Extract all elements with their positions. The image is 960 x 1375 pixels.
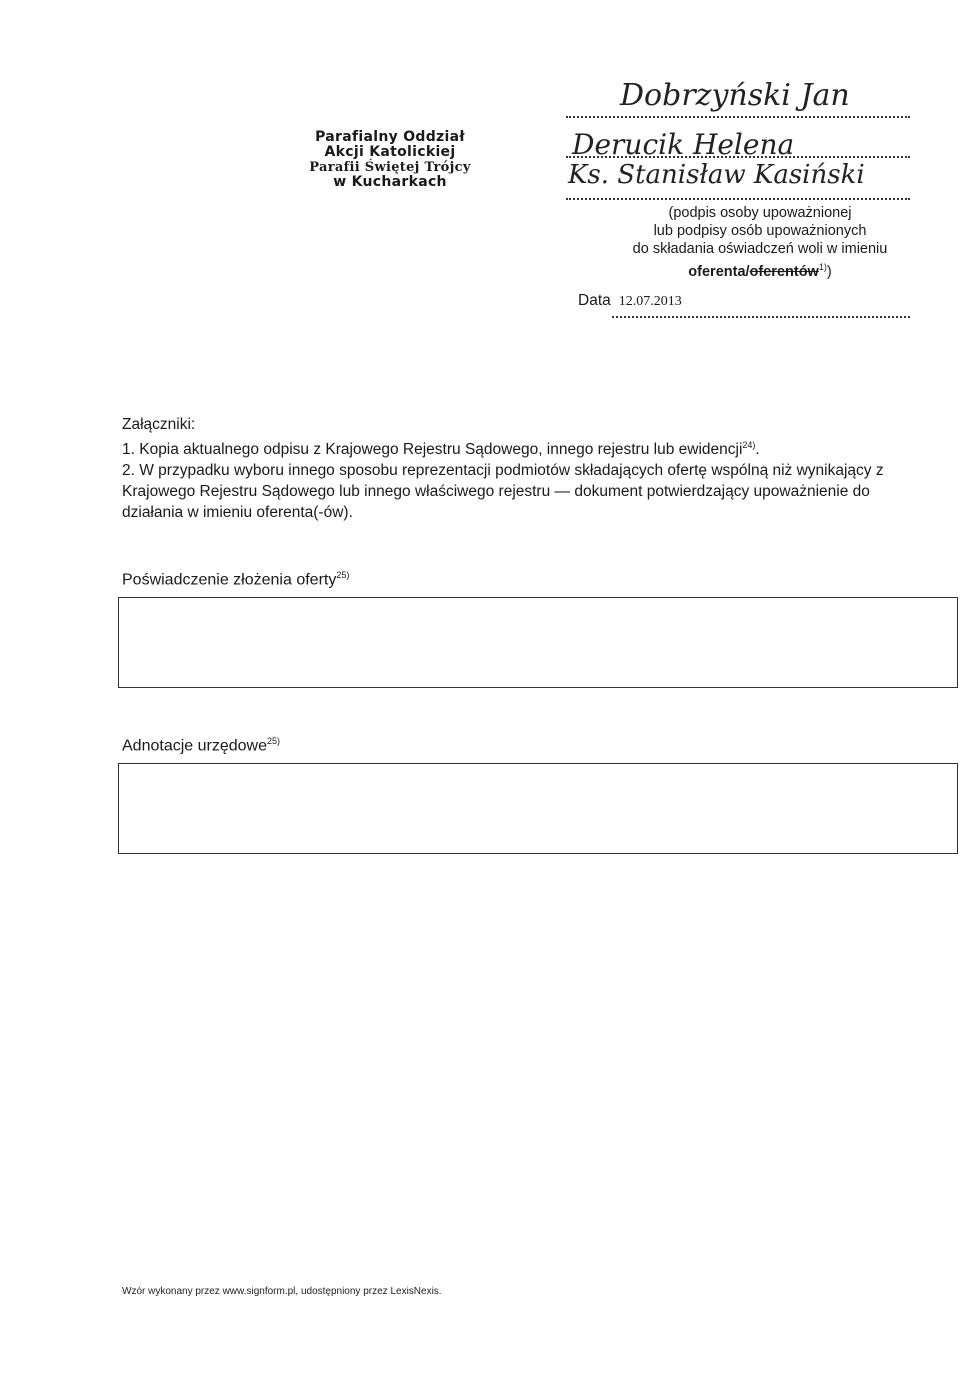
attachment-item-1 [122, 435, 932, 460]
stamp-line-4: w Kucharkach [333, 174, 447, 190]
caption-bold-oferenta: oferenta/ [688, 263, 750, 280]
stamp-line-2: Akcji Katolickiej [324, 144, 456, 160]
date-row [578, 292, 910, 310]
caption-footnote: 1) [818, 262, 827, 272]
official-annotations-footnote: 25) [266, 736, 280, 746]
submission-confirmation-footnote: 25) [336, 570, 350, 580]
footer-note: Wzór wykonany przez www.signform.pl, udostępniony przez LexisNexis. [122, 1286, 442, 1297]
date-value: 12.07.2013 [618, 294, 682, 309]
submission-confirmation-box [118, 597, 958, 688]
attachment-item-1-text: 1. Kopia aktualnego odpisu z Krajowego Rejestru Sądowego, innego rejestru lub ewidencji [122, 441, 743, 459]
official-annotations-box [118, 763, 958, 854]
organization-stamp [280, 130, 500, 190]
signature-line-2 [566, 156, 910, 158]
submission-confirmation-label: Poświadczenie złożenia oferty [122, 571, 337, 589]
signature-2: Derucik Helena [572, 128, 795, 161]
signature-1: Dobrzyński Jan [620, 78, 850, 113]
caption-close: ) [826, 263, 832, 280]
caption-line-3: do składania oświadczeń woli w imieniu [632, 241, 888, 257]
stamp-line-1: Parafialny Oddział [315, 129, 465, 145]
stamp-line-3: Parafii Świętej Trójcy [309, 160, 471, 175]
submission-confirmation-title [122, 570, 349, 589]
caption-line-1: (podpis osoby upoważnionej [668, 205, 852, 221]
attachment-item-1-footnote: 24) [742, 440, 756, 450]
official-annotations-title [122, 736, 280, 755]
official-annotations-label: Adnotacje urzędowe [122, 737, 267, 755]
caption-line-4 [600, 258, 920, 281]
signature-3: Ks. Stanisław Kasiński [568, 160, 865, 190]
attachments-title: Załączniki: [122, 416, 196, 433]
date-label: Data [578, 292, 611, 309]
caption-line-2: lub podpisy osób upoważnionych [653, 223, 867, 239]
attachments-section [122, 414, 932, 523]
signature-caption [600, 204, 920, 281]
caption-struck-oferentow: oferentów [749, 263, 819, 280]
signature-line-3 [566, 198, 910, 200]
date-line [612, 316, 910, 318]
signature-line-1 [566, 116, 910, 118]
attachment-item-1-end: . [755, 441, 760, 459]
attachment-item-2: 2. W przypadku wyboru innego sposobu reprezentacji podmiotów składających ofertę wspólną niż wynikający z Krajowego Rejestru Sądowego lub innego właściwego rejestru — dokument potwierdzający upoważnienie do działania w imieniu oferenta(-ów). [122, 462, 884, 522]
